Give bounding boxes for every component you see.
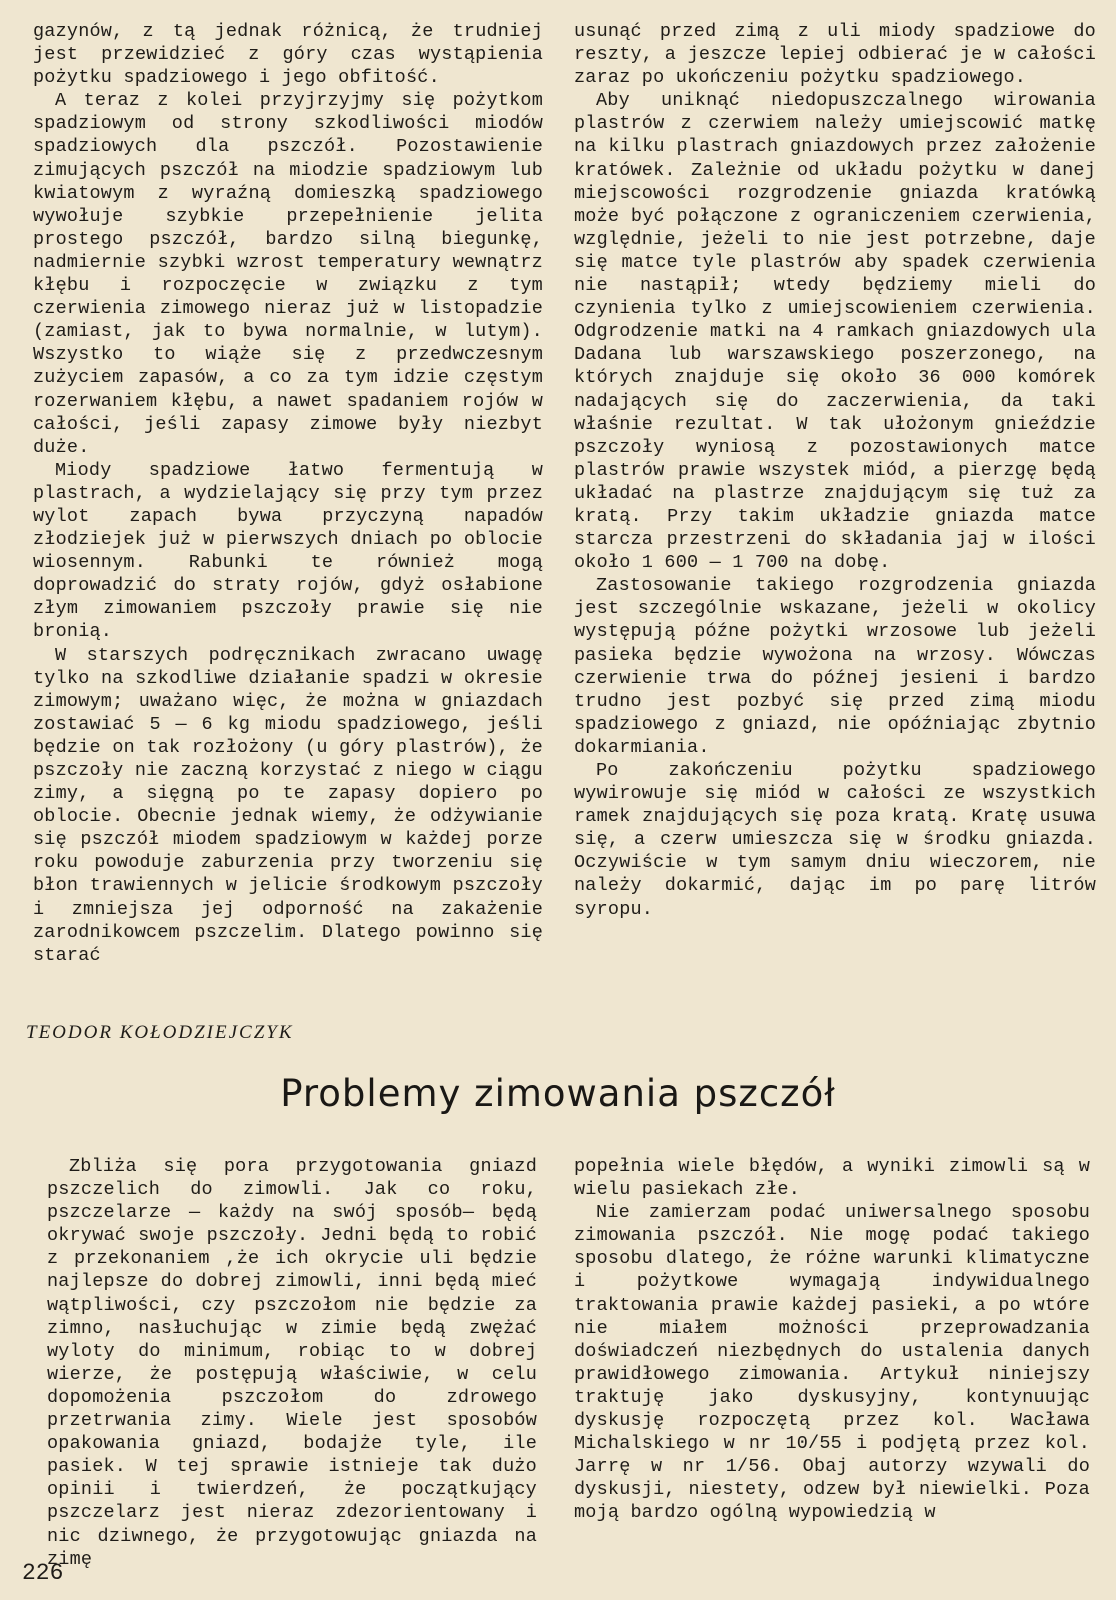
paragraph: Zastosowanie takiego rozgrodzenia gniazda jest szczególnie wskazane, jeżeli w okolicy występują późne pożytki wrzosowe lub jeżeli pasieka będzie wywożona na wrzosy. Wówczas czerwienie trwa do późnej jesieni i bardzo trudno jest pozbyć się przed zimą miodu spadziowego z gniazd, nie opóźniając zbytnio dokarmiania. (574, 575, 1096, 758)
top-right-column (574, 20, 1096, 921)
paragraph: A teraz z kolei przyjrzyjmy się pożytkom spadziowym od strony szkodliwości miodów spadziowych dla pszczół. Pozostawienie zimujących pszczół na miodzie spadziowym lub kwiatowym z wyraźną domieszką spadziowego wywołuje szybkie przepełnienie jelita prostego pszczół, bardzo silną biegunkę, nadmiernie szybki wzrost temperatury wewnątrz kłębu i rozpoczęcie w związku z tym czerwienia zimowego nieraz już w listopadzie (zamiast, jak to bywa normalnie, w lutym). Wszystko to wiąże się z przedwczesnym zużyciem zapasów, a co za tym idzie częstym rozerwaniem kłębu, a nawet spadaniem rojów w całości, jeśli zapasy zimowe były niezbyt duże. (33, 90, 543, 458)
article-author: TEODOR KOŁODZIEJCZYK (26, 1022, 294, 1043)
bottom-right-column (574, 1155, 1090, 1525)
top-left-column (33, 20, 543, 967)
paragraph: popełnia wiele błędów, a wyniki zimowli są w wielu pasiekach złe. (574, 1156, 1090, 1201)
page-number: 226 (22, 1560, 64, 1586)
paragraph: Zbliża się pora przygotowania gniazd pszczelich do zimowli. Jak co roku, pszczelarze — każdy na swój sposób— będą okrywać swoje pszczoły. Jedni będą to robić z przekonaniem ,że ich okrycie uli będzie najlepsze do dobrej zimowli, inni będą mieć wątpliwości, czy pszczołom nie będzie za zimno, nasłuchując w zimie będą zwężać wyloty do minimum, robiąc to w dobrej wierze, że postępują właściwie, w celu dopomożenia pszczołom do zdrowego przetrwania zimy. Wiele jest sposobów opakowania gniazd, bodajże tyle, ile pasiek. W tej sprawie istnieje tak dużo opinii i twierdzeń, że początkujący pszczelarz jest nieraz zdezorientowany i nic dziwnego, że przygotowując gniazda na zimę (47, 1156, 537, 1570)
paragraph: usunąć przed zimą z uli miody spadziowe do reszty, a jeszcze lepiej odbierać je w całości zaraz po ukończeniu pożytku spadziowego. (574, 21, 1096, 89)
bottom-left-column (47, 1155, 537, 1571)
paragraph: Po zakończeniu pożytku spadziowego wywirowuje się miód w całości ze wszystkich ramek znajdujących się poza kratą. Kratę usuwa się, a czerw umieszcza się w środku gniazda. Oczywiście w tym samym dniu wieczorem, nie należy dokarmić, dając im po parę litrów syropu. (574, 760, 1096, 920)
paragraph: gazynów, z tą jednak różnicą, że trudniej jest przewidzieć z góry czas wystąpienia pożytku spadziowego i jego obfitość. (33, 21, 543, 89)
article-title: Problemy zimowania pszczół (280, 1072, 836, 1115)
paragraph: Aby uniknąć niedopuszczalnego wirowania plastrów z czerwiem należy umiejscowić matkę na kilku plastrach gniazdowych przez założenie kratówek. Zależnie od układu pożytku w danej miejscowości rozgrodzenie gniazda kratówką może być połączone z ograniczeniem czerwienia, względnie, jeżeli to nie jest potrzebne, daje się matce tyle plastrów aby spadek czerwienia nie nastąpił; wtedy będziemy mieli do czynienia tylko z umiejscowieniem czerwienia. Odgrodzenie matki na 4 ramkach gniazdowych ula Dadana lub warszawskiego poszerzonego, na których znajduje się około 36 000 komórek nadających się do zaczerwienia, da taki właśnie rezultat. W tak ułożonym gnieździe pszczoły wyniosą z pozostawionych matce plastrów prawie wszystek miód, a pierzgę będą układać na plastrze znajdującym się tuż za kratą. Przy takim układzie gniazda matce starcza przestrzeni do składania jaj w ilości około 1 600 — 1 700 na dobę. (574, 90, 1096, 574)
paragraph: Miody spadziowe łatwo fermentują w plastrach, a wydzielający się przy tym przez wylot zapach bywa przyczyną napadów złodziejek już w pierwszych dniach po oblocie wiosennym. Rabunki te również mogą doprowadzić do straty rojów, gdyż osłabione złym zimowaniem pszczoły prawie się nie bronią. (33, 459, 543, 643)
paragraph: Nie zamierzam podać uniwersalnego sposobu zimowania pszczół. Nie mogę podać takiego sposobu dlatego, że różne warunki klimatyczne i pożytkowe wymagają indywidualnego traktowania prawie każdej pasieki, a po wtóre nie miałem możności przeprowadzania doświadczeń niezbędnych do ustalenia danych prawidłowego zimowania. Artykuł niniejszy traktuję jako dyskusyjny, kontynuując dyskusję rozpoczętą przez kol. Wacława Michalskiego w nr 10/55 i podjętą przez kol. Jarrę w nr 1/56. Obaj autorzy wzywali do dyskusji, niestety, odzew był niewielki. Poza moją bardzo ogólną wypowiedzią w (574, 1202, 1090, 1524)
paragraph: W starszych podręcznikach zwracano uwagę tylko na szkodliwe działanie spadzi w okresie zimowym; uważano więc, że można w gniazdach zostawiać 5 — 6 kg miodu spadziowego, jeśli będzie on tak rozłożony (u góry plastrów), że pszczoły nie zaczną korzystać z niego w ciągu zimy, a sięgną po te zapasy dopiero po oblocie. Obecnie jednak wiemy, że odżywianie się pszczół miodem spadziowym w każdej porze roku powoduje zaburzenia przy tworzeniu się błon trawiennych w jelicie środkowym pszczoły i zmniejsza jej odporność na zakażenie zarodnikowcem pszczelim. Dlatego powinno się starać (33, 644, 543, 966)
